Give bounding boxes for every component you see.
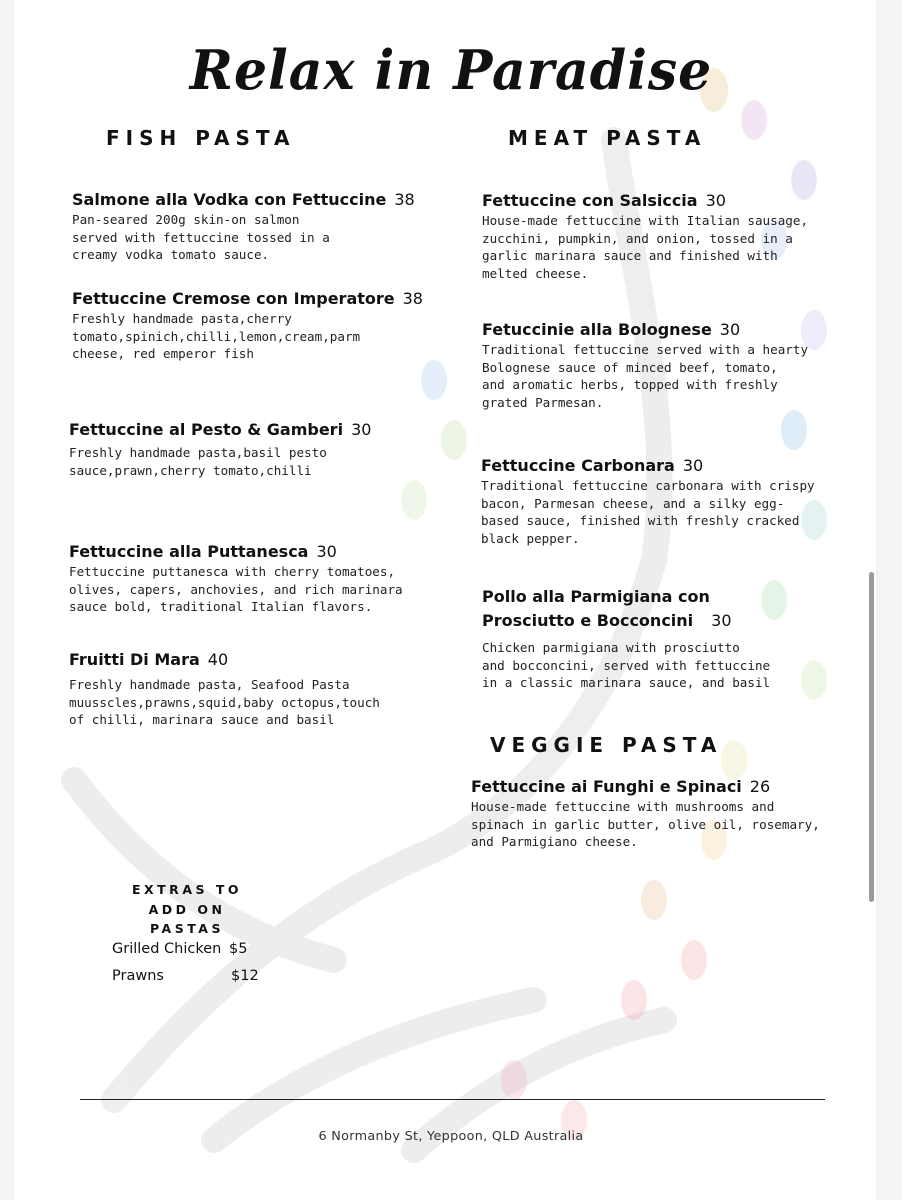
item-desc-line: creamy vodka tomato sauce.: [72, 247, 270, 262]
item-desc-line: spinach in garlic butter, olive oil, rosemary,: [471, 816, 820, 832]
item-desc-line: House-made fettuccine with Italian sausage,: [482, 213, 809, 228]
item-price: 30: [705, 191, 726, 210]
extra-item-price: $5: [229, 941, 248, 957]
extras-heading: [116, 880, 258, 939]
item-name: Pollo alla Parmigiana con: [482, 587, 710, 606]
item-price: 38: [394, 190, 415, 209]
item-price: 30: [351, 420, 372, 439]
item-desc-line: sauce bold, traditional Italian flavors.: [69, 599, 373, 614]
item-desc-line: Freshly handmade pasta, Seafood Pasta: [69, 677, 350, 692]
item-name: Prosciutto e Bocconcini: [482, 611, 694, 630]
item-desc-line: black pepper.: [481, 530, 580, 546]
footer-divider: [80, 1099, 825, 1100]
item-name: Fettuccine con Salsiccia: [482, 191, 698, 210]
item-desc-line: in a classic marinara sauce, and basil: [482, 675, 771, 690]
menu-item: [471, 777, 820, 851]
item-name: Fettuccine Carbonara: [481, 456, 675, 475]
menu-item: [69, 420, 371, 479]
item-desc-line: garlic marinara sauce and finished with: [482, 248, 778, 263]
item-price: 30: [682, 456, 704, 475]
item-desc-line: and bocconcini, served with fettuccine: [482, 657, 771, 673]
item-desc-line: Pan-seared 200g skin-on salmon: [72, 212, 300, 227]
item-price: 38: [402, 289, 423, 308]
item-name: Fettuccine Cremose con Imperatore: [72, 289, 395, 308]
menu-item: [72, 190, 415, 264]
item-price: 30: [711, 611, 732, 630]
item-desc-line: muusscles,prawns,squid,baby octopus,touch: [69, 694, 380, 710]
menu-item: [69, 650, 380, 729]
item-desc-line: tomato,spinich,chilli,lemon,cream,parm: [72, 328, 361, 344]
item-desc-line: Freshly handmade pasta,basil pesto: [69, 445, 327, 460]
item-desc-line: and Parmigiano cheese.: [471, 834, 638, 849]
item-desc-line: Fettuccine puttanesca with cherry tomatoes,: [69, 564, 396, 579]
item-name: Fettuccine ai Funghi e Spinaci: [471, 777, 742, 796]
item-name: Fettuccine al Pesto & Gamberi: [69, 420, 344, 439]
menu-item: [72, 289, 423, 363]
extras-heading-line: PASTAS: [150, 921, 224, 936]
menu-item: [482, 585, 770, 692]
extras-heading-line: ADD ON: [148, 901, 226, 917]
item-desc-line: sauce,prawn,cherry tomato,chilli: [69, 462, 312, 478]
scrollbar[interactable]: [869, 572, 874, 902]
item-name: Fettuccine alla Puttanesca: [69, 542, 309, 561]
section-heading-veggie: VEGGIE PASTA: [490, 733, 723, 757]
section-heading-fish: FISH PASTA: [106, 126, 296, 150]
extra-item-name: Grilled Chicken: [112, 941, 222, 957]
item-desc-line: Traditional fettuccine carbonara with crispy: [481, 478, 815, 493]
item-price: 26: [749, 777, 771, 796]
menu-item: [482, 191, 808, 282]
item-name: Salmone alla Vodka con Fettuccine: [72, 190, 387, 209]
menu-item: [482, 320, 808, 411]
footer-address: 6 Normanby St, Yeppoon, QLD Australia: [318, 1129, 584, 1144]
item-desc-line: based sauce, finished with freshly cracked: [481, 513, 800, 528]
menu-item: [69, 542, 403, 616]
item-name: Fruitti Di Mara: [69, 650, 200, 669]
menu-item: [481, 456, 815, 547]
item-desc-line: zucchini, pumpkin, and onion, tossed in a: [482, 230, 793, 246]
extras-heading-line: EXTRAS TO: [131, 882, 242, 897]
item-desc-line: Traditional fettuccine served with a hearty: [482, 342, 809, 357]
item-name: Fetuccinie alla Bolognese: [482, 320, 712, 339]
item-price: 30: [719, 320, 741, 339]
item-desc-line: bacon, Parmesan cheese, and a silky egg-: [481, 495, 785, 511]
extra-item-price: $12: [231, 968, 259, 984]
item-desc-line: grated Parmesan.: [482, 394, 604, 410]
item-desc-line: House-made fettuccine with mushrooms and: [471, 799, 775, 814]
item-desc-line: melted cheese.: [482, 265, 589, 281]
item-price: 40: [207, 650, 229, 669]
item-desc-line: cheese, red emperor fish: [72, 346, 254, 361]
item-desc-line: Freshly handmade pasta,cherry: [72, 311, 292, 326]
item-desc-line: served with fettuccine tossed in a: [72, 229, 330, 245]
menu-title: Relax in Paradise: [189, 38, 713, 103]
item-desc-line: Chicken parmigiana with prosciutto: [482, 640, 740, 655]
item-desc-line: of chilli, marinara sauce and basil: [69, 712, 335, 727]
extra-item-name: Prawns: [112, 968, 164, 984]
section-heading-meat: MEAT PASTA: [508, 126, 707, 150]
item-price: 30: [316, 542, 337, 561]
item-desc-line: and aromatic herbs, topped with freshly: [482, 377, 778, 392]
item-desc-line: Bolognese sauce of minced beef, tomato,: [482, 359, 778, 375]
item-desc-line: olives, capers, anchovies, and rich marinara: [69, 581, 403, 597]
